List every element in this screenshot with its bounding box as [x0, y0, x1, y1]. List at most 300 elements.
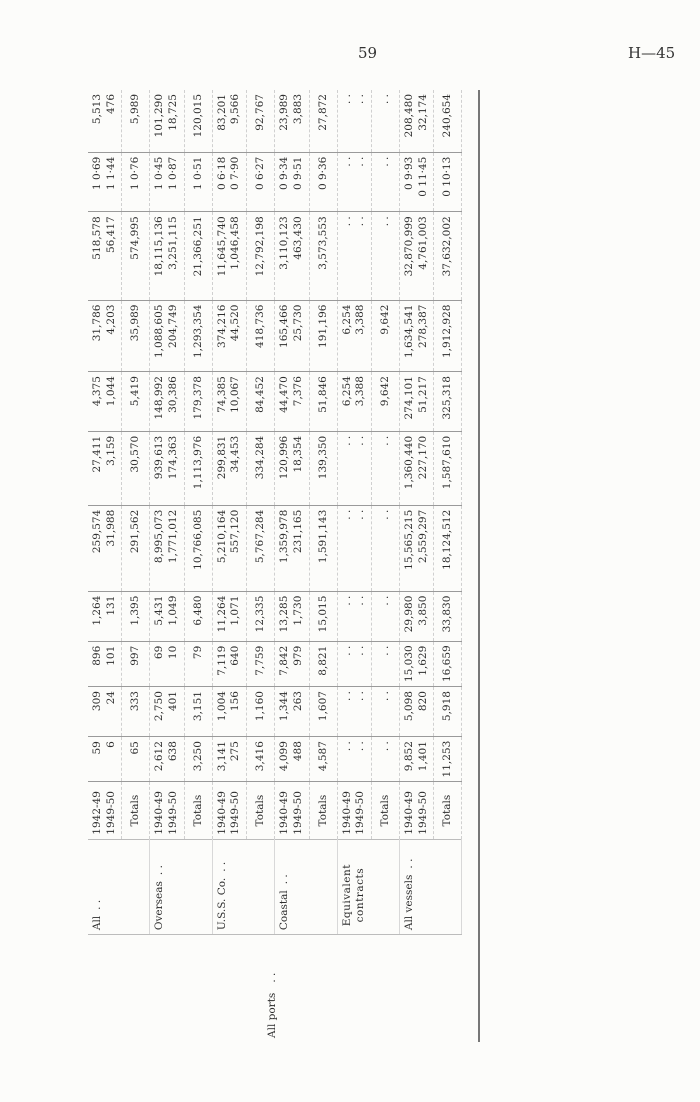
value: 18,725	[167, 94, 180, 131]
statistics-table	[88, 90, 462, 1042]
total-value: 1,113,976	[184, 431, 212, 505]
value-cell	[88, 212, 122, 300]
value: 1,359,978	[278, 509, 291, 564]
value: . .	[354, 216, 367, 227]
period-label: 1940-49	[340, 791, 353, 835]
value-cell	[337, 90, 371, 152]
total-value: 1,912,928	[434, 300, 462, 372]
total-value: 1,587,610	[434, 431, 462, 505]
value-cell	[212, 505, 246, 591]
value-cell	[400, 737, 434, 782]
value: 10	[167, 645, 180, 660]
value: 6,254	[340, 304, 353, 335]
value: 148,992	[153, 376, 166, 420]
value: 227,170	[416, 435, 429, 480]
value-cell	[275, 505, 309, 591]
value: 3,141	[215, 741, 228, 772]
category-cell	[400, 839, 462, 934]
value-cell	[337, 300, 371, 372]
value: 3,110,123	[278, 216, 291, 270]
total-value: 4,587	[309, 737, 337, 782]
total-value: 1,395	[122, 591, 150, 641]
value: 3,159	[104, 435, 117, 466]
value: 1,088,605	[153, 304, 166, 358]
total-value: 79	[184, 641, 212, 686]
value: 1 0·45	[153, 156, 166, 191]
value-cell	[212, 212, 246, 300]
period-label: 1942-49	[91, 791, 103, 835]
total-value: . .	[371, 641, 399, 686]
value: 15,030	[403, 645, 416, 683]
total-value: 12,335	[247, 591, 275, 641]
period-label: 1949-50	[291, 791, 304, 835]
value: . .	[340, 691, 353, 702]
value: 1,049	[167, 595, 180, 626]
value-cell	[88, 372, 122, 432]
value: 1,046,458	[229, 216, 242, 270]
value: 0 9·51	[291, 156, 304, 191]
total-value: 179,378	[184, 372, 212, 432]
value: 5,210,164	[215, 509, 228, 564]
period-label: 1949-50	[104, 791, 117, 835]
value-cell	[337, 505, 371, 591]
total-value: . .	[371, 90, 399, 152]
value: 165,466	[278, 304, 291, 348]
total-value: 240,654	[434, 90, 462, 152]
value: 0 11·45	[416, 156, 429, 197]
value: 156	[229, 691, 242, 712]
value: 278,387	[416, 304, 429, 348]
value: 275	[229, 741, 242, 762]
value: 1 1·44	[104, 156, 117, 191]
value-cell	[88, 300, 122, 372]
value-cell	[275, 372, 309, 432]
value-cell	[337, 687, 371, 737]
value-cell	[400, 90, 434, 152]
leader-dots: . .	[403, 858, 416, 869]
total-value: 27,872	[309, 90, 337, 152]
value: . .	[354, 509, 367, 520]
value-cell	[88, 431, 122, 505]
value-cell	[337, 152, 371, 212]
value: 5,431	[153, 595, 166, 626]
value: 939,613	[153, 435, 166, 480]
value: 263	[291, 691, 304, 712]
value: 638	[167, 741, 180, 762]
value: 3,850	[416, 595, 429, 626]
total-value: 9,642	[371, 300, 399, 372]
value: 7,119	[215, 645, 228, 676]
value: 2,559,297	[416, 509, 429, 564]
value-cell	[88, 90, 122, 152]
total-value: 5,918	[434, 687, 462, 737]
rotated-table-container	[88, 90, 480, 1042]
value: 31,786	[91, 304, 103, 342]
value: 56,417	[104, 216, 117, 254]
total-value: 291,562	[122, 505, 150, 591]
table-row	[150, 90, 184, 1042]
value-cell	[275, 737, 309, 782]
value-cell	[400, 431, 434, 505]
value: 274,101	[403, 376, 416, 420]
value: 6,254	[340, 376, 353, 407]
port-label: All ports	[266, 992, 278, 1038]
value-cell	[88, 591, 122, 641]
value: 18,354	[291, 435, 304, 473]
value: . .	[354, 691, 367, 702]
value-cell	[337, 591, 371, 641]
category-label: Coastal	[278, 890, 291, 931]
value: 640	[229, 645, 242, 666]
value-cell	[275, 431, 309, 505]
value-cell	[150, 687, 184, 737]
value: 299,831	[215, 435, 228, 480]
value: 83,201	[215, 94, 228, 131]
value: 59	[91, 741, 103, 755]
value: 44,470	[278, 376, 291, 413]
period-label: 1940-49	[403, 791, 416, 835]
value-cell	[212, 90, 246, 152]
total-value: 120,015	[184, 90, 212, 152]
value: . .	[340, 645, 353, 656]
total-value: 1,607	[309, 687, 337, 737]
value: 18,115,136	[153, 216, 166, 277]
value: 1,401	[416, 741, 429, 772]
total-value: 12,792,198	[247, 212, 275, 300]
total-value: . .	[371, 431, 399, 505]
value: 31,988	[104, 509, 117, 547]
value-cell	[150, 591, 184, 641]
value-cell	[212, 431, 246, 505]
value: 820	[416, 691, 429, 712]
value: 309	[91, 691, 103, 712]
value: 1,730	[291, 595, 304, 626]
value: 518,578	[91, 216, 103, 260]
value: . .	[340, 156, 353, 167]
value: 1,044	[104, 376, 117, 407]
total-value: 11,253	[434, 737, 462, 782]
value: 0 7·90	[229, 156, 242, 191]
value: . .	[354, 741, 367, 752]
value: 9,566	[229, 94, 242, 125]
category-cell	[337, 839, 399, 934]
value-cell	[275, 641, 309, 686]
total-value: 33,830	[434, 591, 462, 641]
value-cell	[212, 687, 246, 737]
period-cell	[275, 782, 309, 839]
total-value: 1,293,354	[184, 300, 212, 372]
period-cell	[88, 782, 122, 839]
value-cell	[337, 737, 371, 782]
value-cell	[212, 591, 246, 641]
total-value: 18,124,512	[434, 505, 462, 591]
leader-dots: . .	[215, 861, 228, 872]
value-cell	[337, 372, 371, 432]
value-cell	[150, 152, 184, 212]
value: 0 6·18	[215, 156, 228, 191]
period-label: 1949-50	[416, 791, 429, 835]
total-value: 0 6·27	[247, 152, 275, 212]
value-cell	[88, 737, 122, 782]
leader-dots: . .	[153, 865, 166, 876]
value: 44,520	[229, 304, 242, 342]
value: 174,363	[167, 435, 180, 480]
value-cell	[400, 300, 434, 372]
total-value: 6,480	[184, 591, 212, 641]
total-value: 10,766,085	[184, 505, 212, 591]
value: 0 9·34	[278, 156, 291, 191]
value: . .	[354, 94, 367, 105]
total-value: 334,284	[247, 431, 275, 505]
value: 29,980	[403, 595, 416, 633]
value: 5,513	[91, 94, 103, 125]
total-value: 9,642	[371, 372, 399, 432]
table-row	[275, 90, 309, 1042]
value-cell	[88, 641, 122, 686]
value: 4,203	[104, 304, 117, 335]
value: 69	[153, 645, 166, 660]
value: 51,217	[416, 376, 429, 413]
page-reference: H—45	[628, 44, 676, 62]
value-cell	[212, 372, 246, 432]
value: 476	[104, 94, 117, 115]
leader-dots: . .	[91, 899, 103, 910]
value: 30,386	[167, 376, 180, 413]
page-number: 59	[358, 44, 378, 62]
value-cell	[212, 737, 246, 782]
total-value: 0 10·13	[434, 152, 462, 212]
totals-label: Totals	[309, 782, 337, 839]
total-value: 325,318	[434, 372, 462, 432]
value-cell	[400, 372, 434, 432]
value: 1,344	[278, 691, 291, 722]
value: 208,480	[403, 94, 416, 138]
value: 1,634,541	[403, 304, 416, 358]
category-cell	[275, 839, 337, 934]
value: 1,771,012	[167, 509, 180, 564]
value: 463,430	[291, 216, 304, 260]
total-value: 5,419	[122, 372, 150, 432]
total-value: 574,995	[122, 212, 150, 300]
value: 13,285	[278, 595, 291, 633]
total-value: 0 9·36	[309, 152, 337, 212]
total-value: . .	[371, 152, 399, 212]
total-value: 1,591,143	[309, 505, 337, 591]
value: 4,099	[278, 741, 291, 772]
total-value: 15,015	[309, 591, 337, 641]
category-label: All	[91, 915, 103, 931]
period-cell	[212, 782, 246, 839]
value: 24	[104, 691, 117, 705]
value: 1,004	[215, 691, 228, 722]
table-rule	[478, 90, 480, 1042]
total-value: 35,989	[122, 300, 150, 372]
value: 1 0·87	[167, 156, 180, 191]
value: 1 0·69	[91, 156, 103, 191]
period-cell	[400, 782, 434, 839]
value: 10,067	[229, 376, 242, 413]
total-value: 51,846	[309, 372, 337, 432]
value-cell	[150, 641, 184, 686]
value: 5,098	[403, 691, 416, 722]
total-value: 1,160	[247, 687, 275, 737]
total-value: 16,659	[434, 641, 462, 686]
value-cell	[150, 431, 184, 505]
period-label: 1940-49	[153, 791, 166, 835]
total-value: 30,570	[122, 431, 150, 505]
value-cell	[275, 300, 309, 372]
total-value: 1 0·76	[122, 152, 150, 212]
value: 7,842	[278, 645, 291, 676]
value-cell	[212, 300, 246, 372]
total-value: 191,196	[309, 300, 337, 372]
total-value: 418,736	[247, 300, 275, 372]
value: 401	[167, 691, 180, 712]
value-cell	[400, 591, 434, 641]
value: 3,388	[354, 376, 367, 407]
value: 6	[104, 741, 117, 748]
value: . .	[354, 156, 367, 167]
value-cell	[337, 212, 371, 300]
value-cell	[150, 212, 184, 300]
category-cell	[212, 839, 274, 934]
total-value: 84,452	[247, 372, 275, 432]
value-cell	[400, 641, 434, 686]
period-label: 1940-49	[215, 791, 228, 835]
value: . .	[354, 645, 367, 656]
total-value: 997	[122, 641, 150, 686]
value: 1,071	[229, 595, 242, 626]
value: 259,574	[91, 509, 103, 554]
value-cell	[212, 152, 246, 212]
value: 74,385	[215, 376, 228, 413]
table-body	[88, 90, 462, 1042]
value: 1,629	[416, 645, 429, 676]
value-cell	[150, 372, 184, 432]
value-cell	[275, 591, 309, 641]
total-value: . .	[371, 212, 399, 300]
value-cell	[337, 431, 371, 505]
value-cell	[88, 152, 122, 212]
value: . .	[340, 741, 353, 752]
total-value: 8,821	[309, 641, 337, 686]
value: 15,565,215	[403, 509, 416, 570]
value: 557,120	[229, 509, 242, 554]
value-cell	[275, 212, 309, 300]
value-cell	[150, 300, 184, 372]
value: 101	[104, 645, 117, 666]
total-value: 3,151	[184, 687, 212, 737]
value-cell	[150, 737, 184, 782]
leader-dots: . .	[278, 874, 291, 885]
totals-label: Totals	[122, 782, 150, 839]
value: 32,870,999	[403, 216, 416, 277]
category-cell	[88, 839, 150, 934]
value: 896	[91, 645, 103, 666]
value: 0 9·93	[403, 156, 416, 191]
period-cell	[337, 782, 371, 839]
value: 8,995,073	[153, 509, 166, 564]
value: 27,411	[91, 435, 103, 473]
value: 204,749	[167, 304, 180, 348]
value: 34,453	[229, 435, 242, 473]
total-value: . .	[371, 505, 399, 591]
value: 9,852	[403, 741, 416, 772]
value: 1,264	[91, 595, 103, 626]
value-cell	[400, 212, 434, 300]
total-value: 92,767	[247, 90, 275, 152]
value: . .	[340, 595, 353, 606]
value: 979	[291, 645, 304, 666]
total-value: 3,250	[184, 737, 212, 782]
period-label: 1940-49	[278, 791, 291, 835]
total-value: 139,350	[309, 431, 337, 505]
totals-label: Totals	[434, 782, 462, 839]
value: 7,376	[291, 376, 304, 407]
value: 374,216	[215, 304, 228, 348]
category-label: U.S.S. Co.	[215, 877, 228, 931]
value: . .	[340, 216, 353, 227]
value-cell	[275, 687, 309, 737]
value-cell	[400, 505, 434, 591]
category-cell	[150, 839, 212, 934]
value: 1,360,440	[403, 435, 416, 490]
value: 101,290	[153, 94, 166, 138]
total-value: 65	[122, 737, 150, 782]
value: . .	[340, 94, 353, 105]
value: 23,989	[278, 94, 291, 131]
category-label: All vessels	[403, 874, 416, 931]
port-cell: All ports . .	[88, 935, 462, 1042]
period-label: 1949-50	[229, 791, 242, 835]
table-row	[88, 90, 122, 1042]
value: 2,612	[153, 741, 166, 772]
value-cell	[150, 505, 184, 591]
value: . .	[340, 435, 353, 446]
category-label: Overseas	[153, 881, 166, 931]
value-cell	[275, 90, 309, 152]
value: 488	[291, 741, 304, 762]
value: . .	[340, 509, 353, 520]
value: 3,251,115	[167, 216, 180, 270]
table-row	[400, 90, 434, 1042]
period-cell	[150, 782, 184, 839]
value-cell	[88, 505, 122, 591]
value: . .	[354, 435, 367, 446]
value: 131	[104, 595, 117, 616]
value: 11,645,740	[215, 216, 228, 277]
value: 3,883	[291, 94, 304, 125]
total-value: 5,767,284	[247, 505, 275, 591]
total-value: 37,632,002	[434, 212, 462, 300]
period-label: 1949-50	[354, 791, 367, 835]
table-row	[337, 90, 371, 1042]
value-cell	[400, 152, 434, 212]
value: 4,375	[91, 376, 103, 407]
period-label: 1949-50	[167, 791, 180, 835]
total-value: 7,759	[247, 641, 275, 686]
value: 32,174	[416, 94, 429, 131]
value-cell	[88, 687, 122, 737]
value: 11,264	[215, 595, 228, 633]
total-value: 333	[122, 687, 150, 737]
total-value: . .	[371, 687, 399, 737]
total-value: 21,366,251	[184, 212, 212, 300]
total-value: 3,416	[247, 737, 275, 782]
total-value: . .	[371, 737, 399, 782]
value-cell	[150, 90, 184, 152]
value-cell	[337, 641, 371, 686]
